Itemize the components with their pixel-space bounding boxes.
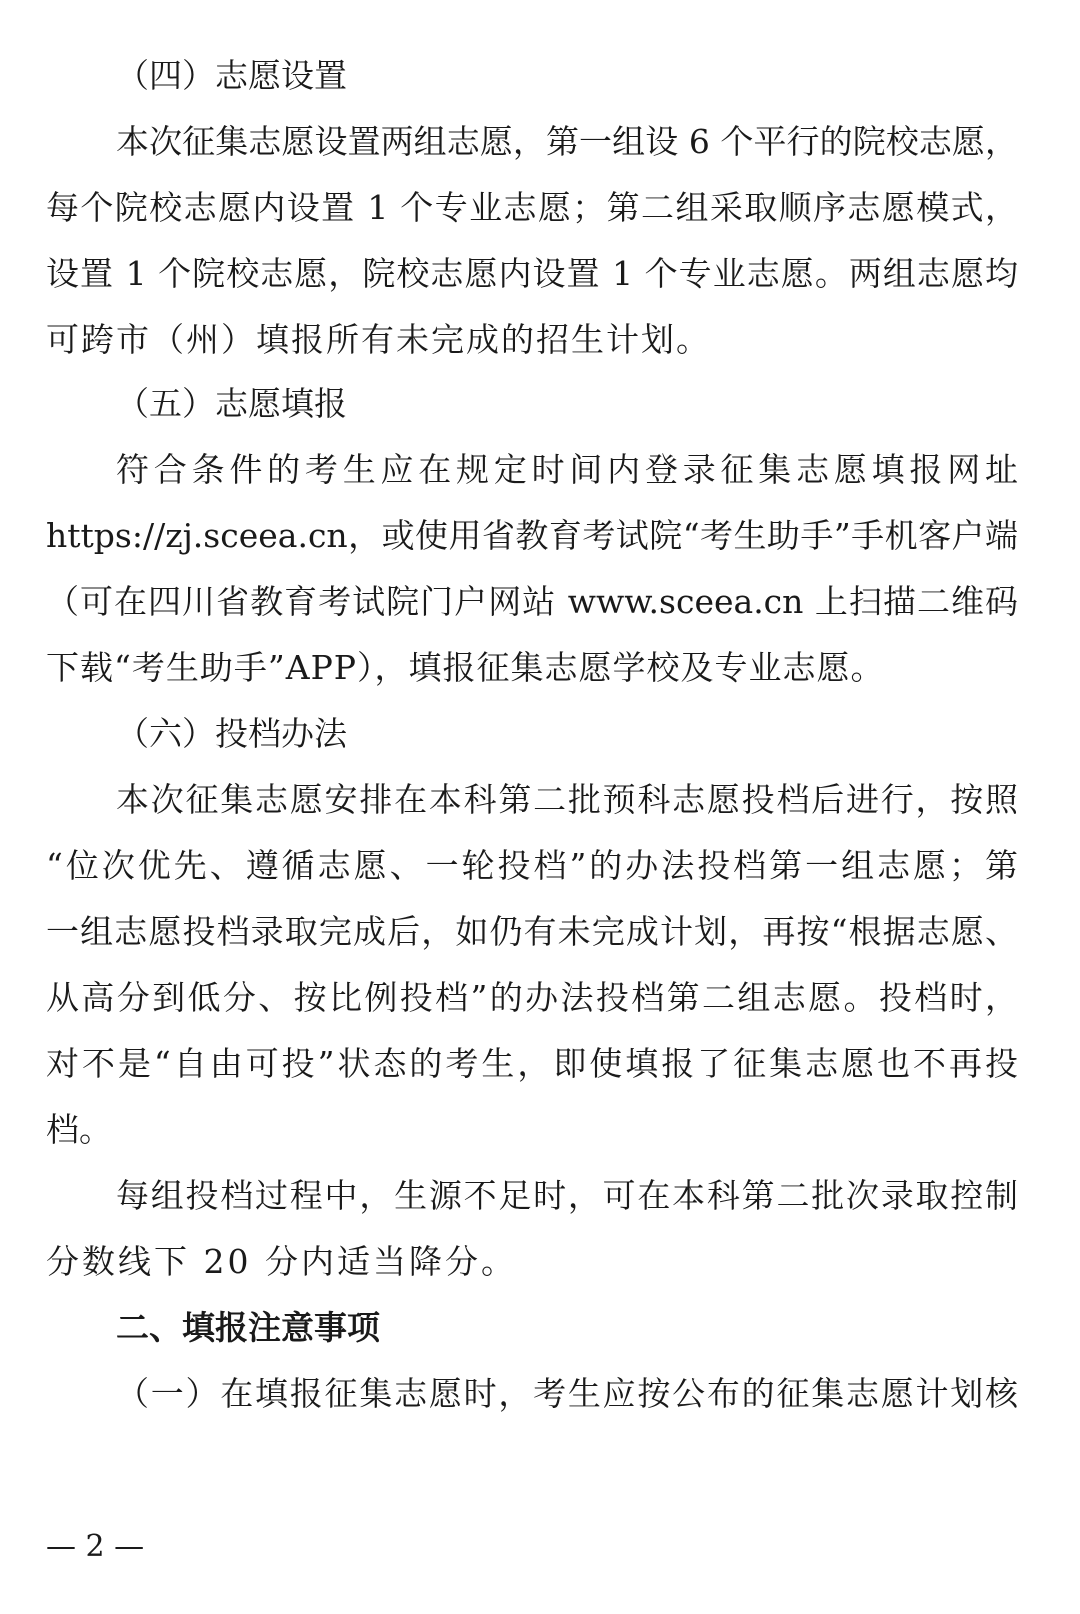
section-six-para-2-line-2: 分数线下 20 分内适当降分。 bbox=[46, 1242, 517, 1281]
section-six-heading: （六）投档办法 bbox=[116, 714, 347, 753]
section-four-line-4: 可跨市（州）填报所有未完成的招生计划。 bbox=[46, 320, 711, 359]
section-five-line-1: 符合条件的考生应在规定时间内登录征集志愿填报网址 bbox=[116, 450, 1018, 489]
section-six-line-2: “位次优先、遵循志愿、一轮投档”的办法投档第一组志愿；第 bbox=[46, 846, 1018, 885]
section-four-line-2: 每个院校志愿内设置 1 个专业志愿；第二组采取顺序志愿模式， bbox=[46, 188, 1018, 227]
section-five-line-3: （可在四川省教育考试院门户网站 www.sceea.cn 上扫描二维码 bbox=[46, 582, 1018, 621]
section-six-line-1: 本次征集志愿安排在本科第二批预科志愿投档后进行，按照 bbox=[116, 780, 1018, 819]
section-five-line-4: 下载“考生助手”APP），填报征集志愿学校及专业志愿。 bbox=[46, 648, 885, 687]
part-two-heading: 二、填报注意事项 bbox=[116, 1308, 380, 1347]
section-five-heading: （五）志愿填报 bbox=[116, 384, 347, 423]
section-six-line-4: 从高分到低分、按比例投档”的办法投档第二组志愿。投档时， bbox=[46, 978, 1018, 1017]
section-four-heading: （四）志愿设置 bbox=[116, 56, 347, 95]
section-four-line-1: 本次征集志愿设置两组志愿，第一组设 6 个平行的院校志愿， bbox=[116, 122, 1018, 161]
section-six-line-3: 一组志愿投档录取完成后，如仍有未完成计划，再按“根据志愿、 bbox=[46, 912, 1018, 951]
page-number: — 2 — bbox=[46, 1529, 145, 1564]
section-five-line-2: https://zj.sceea.cn，或使用省教育考试院“考生助手”手机客户端 bbox=[46, 516, 1018, 555]
section-six-line-6: 档。 bbox=[46, 1110, 112, 1149]
part-two-item-1: （一）在填报征集志愿时，考生应按公布的征集志愿计划核 bbox=[116, 1374, 1018, 1413]
section-six-line-5: 对不是“自由可投”状态的考生，即使填报了征集志愿也不再投 bbox=[46, 1044, 1018, 1083]
section-six-para-2-line-1: 每组投档过程中，生源不足时，可在本科第二批次录取控制 bbox=[116, 1176, 1018, 1215]
section-four-line-3: 设置 1 个院校志愿，院校志愿内设置 1 个专业志愿。两组志愿均 bbox=[46, 254, 1018, 293]
